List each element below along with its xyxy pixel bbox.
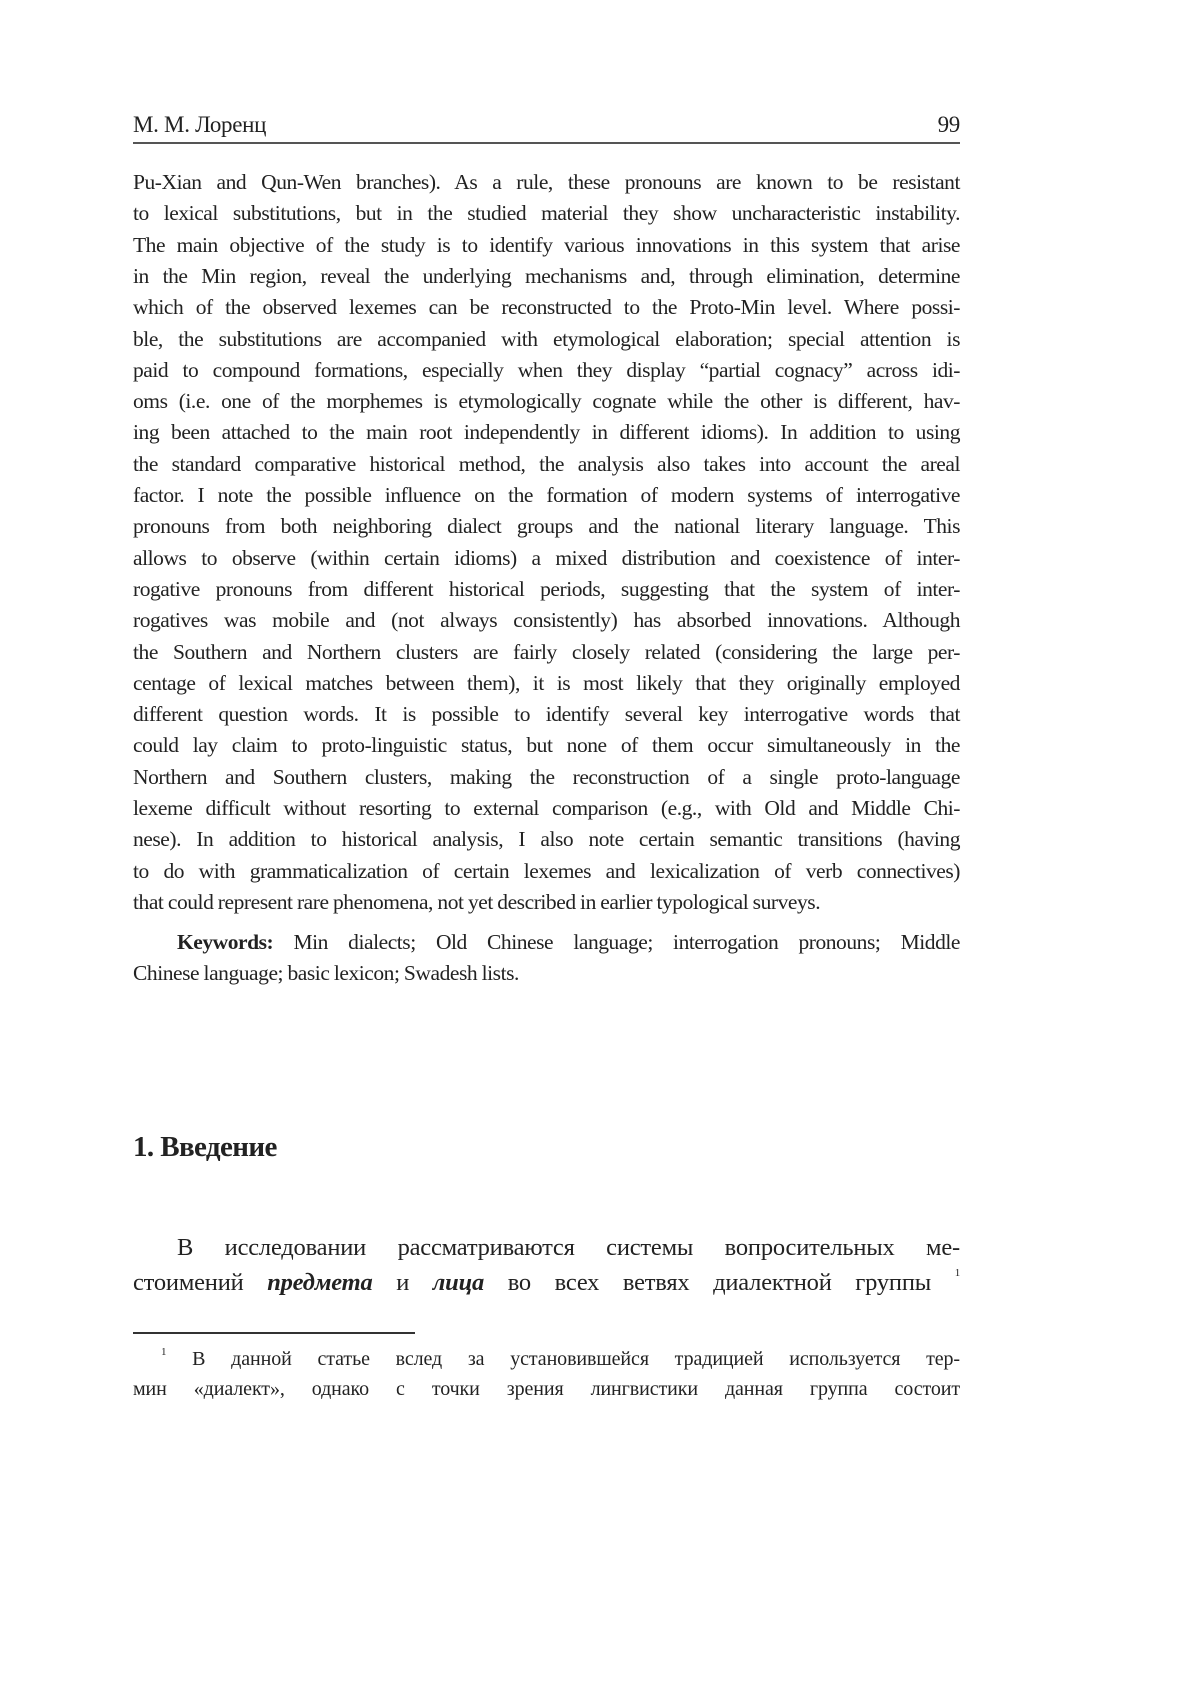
abstract-line: centage of lexical matches between them), it is most likely that they originally employed (133, 671, 960, 696)
section-heading: 1. Введение (133, 1131, 277, 1164)
abstract-line: which of the observed lexemes can be reconstructed to the Proto-Min level. Where possi- (133, 295, 960, 320)
footnote-rule (133, 1332, 415, 1334)
emphasis-term: предмета (267, 1269, 372, 1296)
footnote-line-2: мин «диалект», однако с точки зрения лингвистики данная группа состоит (133, 1378, 960, 1401)
abstract-line: rogatives was mobile and (not always consistently) has absorbed innovations. Although (133, 608, 960, 633)
footnote-reference[interactable]: 1 (955, 1267, 960, 1279)
abstract-line: pronouns from both neighboring dialect groups and the national literary language. This (133, 514, 960, 539)
intro-line-2 (133, 1269, 960, 1297)
abstract-line: The main objective of the study is to identify various innovations in this system that arise (133, 233, 960, 258)
header-author: М. М. Лоренц (133, 112, 266, 138)
abstract-line: rogative pronouns from different historical periods, suggesting that the system of inter- (133, 577, 960, 602)
abstract-line: lexeme difficult without resorting to external comparison (e.g., with Old and Middle Chi- (133, 796, 960, 821)
intro-text: В исследовании рассматриваются системы вопросительных ме- (177, 1234, 960, 1261)
abstract-line: different question words. It is possible to identify several key interrogative words that (133, 702, 960, 727)
abstract-line: Northern and Southern clusters, making the reconstruction of a single proto-language (133, 765, 960, 790)
intro-line-1 (133, 1234, 960, 1262)
abstract-line: paid to compound formations, especially when they display “partial cognacy” across idi- (133, 358, 960, 383)
abstract-line: in the Min region, reveal the underlying mechanisms and, through elimination, determine (133, 264, 960, 289)
abstract-line: to do with grammaticalization of certain lexemes and lexicalization of verb connectives) (133, 859, 960, 884)
abstract-line: factor. I note the possible influence on the formation of modern systems of interrogative (133, 483, 960, 508)
abstract-line: the Southern and Northern clusters are fairly closely related (considering the large per- (133, 640, 960, 665)
abstract-line: allows to observe (within certain idioms) a mixed distribution and coexistence of inter- (133, 546, 960, 571)
abstract-line: that could represent rare phenomena, not yet described in earlier typological surveys. (133, 890, 960, 915)
abstract-line: could lay claim to proto-linguistic status, but none of them occur simultaneously in the (133, 733, 960, 758)
keywords-line-2: Chinese language; basic lexicon; Swadesh lists. (133, 961, 960, 986)
abstract-line: ing been attached to the main root independently in different idioms). In addition to using (133, 420, 960, 445)
abstract-line: ble, the substitutions are accompanied with etymological elaboration; special attention is (133, 327, 960, 352)
abstract-line: the standard comparative historical method, the analysis also takes into account the areal (133, 452, 960, 477)
intro-text: во всех ветвях диалектной группы (484, 1269, 955, 1296)
abstract-line: nese). In addition to historical analysis, I also note certain semantic transitions (having (133, 827, 960, 852)
keywords-label: Keywords: (177, 930, 273, 954)
intro-text: и (373, 1269, 433, 1296)
page-number: 99 (938, 112, 960, 138)
keywords-text: Min dialects; Old Chinese language; interrogation pronouns; Middle (273, 930, 960, 954)
header-rule (133, 142, 960, 144)
emphasis-term: лица (433, 1269, 484, 1296)
footnote-text: В данной статье вслед за установившейся традицией используется тер- (166, 1348, 960, 1370)
intro-text: стоимений (133, 1269, 267, 1296)
abstract-line: Pu-Xian and Qun-Wen branches). As a rule, these pronouns are known to be resistant (133, 170, 960, 195)
footnote-line-1 (133, 1348, 960, 1371)
keywords-line-1 (133, 930, 960, 955)
abstract-line: oms (i.e. one of the morphemes is etymologically cognate while the other is different, hav- (133, 389, 960, 414)
footnote-mark: 1 (161, 1346, 166, 1358)
abstract-line: to lexical substitutions, but in the studied material they show uncharacteristic instability. (133, 201, 960, 226)
